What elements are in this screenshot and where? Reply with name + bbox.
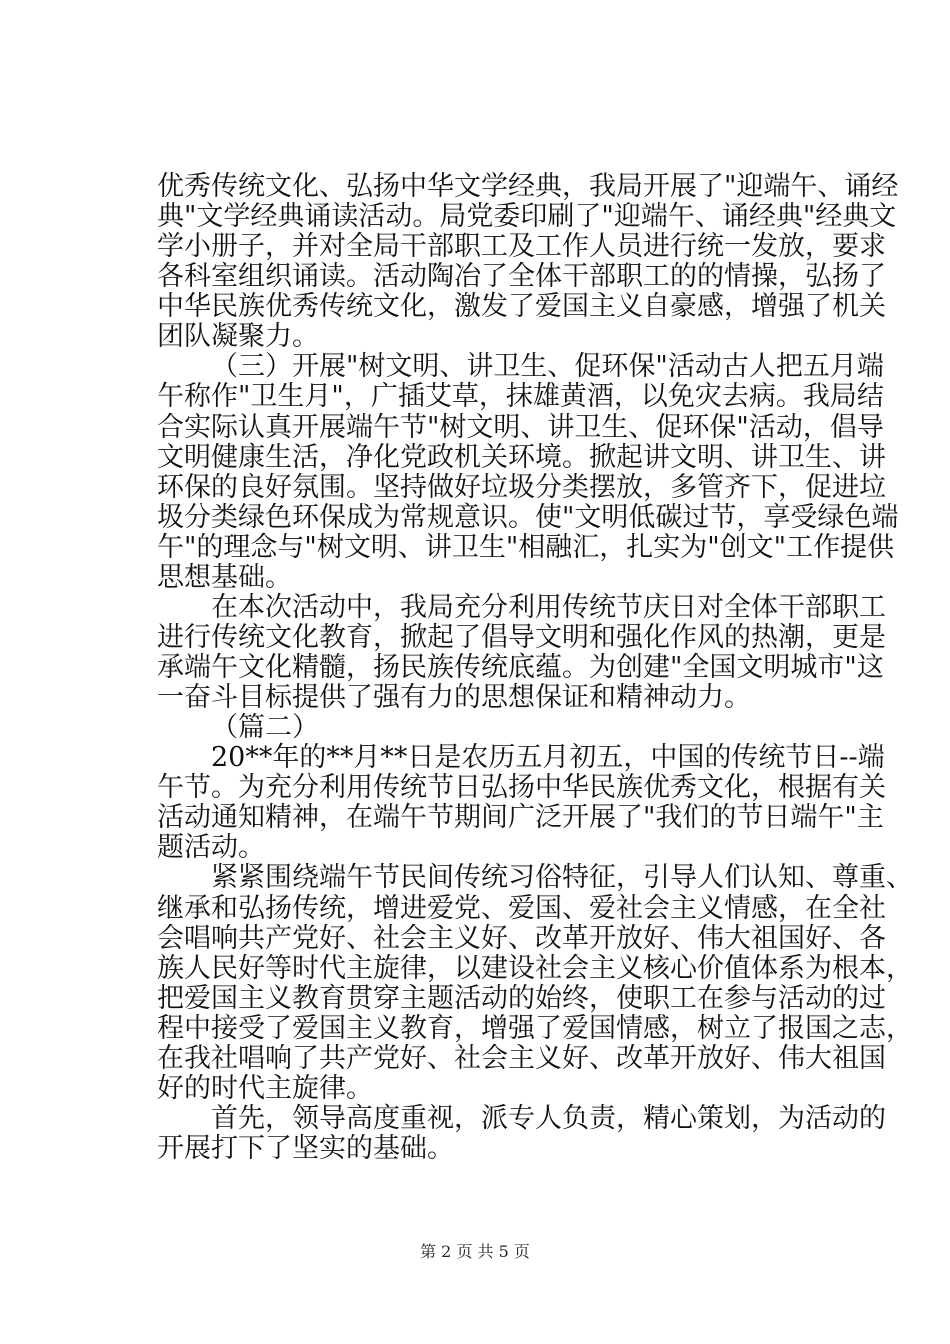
text-line: 午"的理念与"树文明、讲卫生"相融汇，扎实为"创文"工作提供 <box>157 532 895 563</box>
text-line: 族人民好等时代主旋律，以建设社会主义核心价值体系为根本， <box>157 953 913 984</box>
text-line: 环保的良好氛围。坚持做好垃圾分类摆放，多管齐下，促进垃 <box>157 472 886 503</box>
text-line: 典"文学经典诵读活动。局党委印刷了"迎端午、诵经典"经典文 <box>157 201 897 232</box>
text-line: 首先，领导高度重视，派专人负责，精心策划，为活动的 <box>211 1103 886 1134</box>
text-line: 午称作"卫生月"，广插艾草，抹雄黄酒，以免灾去病。我局结 <box>157 381 884 412</box>
text-line: 中华民族优秀传统文化，激发了爱国主义自豪感，增强了机关 <box>157 291 886 322</box>
section-heading: （篇二） <box>211 712 319 743</box>
text-line: 学小册子，并对全局干部职工及工作人员进行统一发放，要求 <box>157 231 886 262</box>
text-line: 在我社唱响了共产党好、社会主义好、改革开放好、伟大祖国 <box>157 1043 886 1074</box>
page-footer: 第 2 页 共 5 页 <box>420 1242 530 1261</box>
text-line: 活动通知精神，在端午节期间广泛开展了"我们的节日端午"主 <box>157 802 884 833</box>
text-line: 优秀传统文化、弘扬中华文学经典，我局开展了"迎端午、诵经 <box>157 171 899 202</box>
text-line: 承端午文化精髓，扬民族传统底蕴。为创建"全国文明城市"这 <box>157 652 884 683</box>
text-line: （三）开展"树文明、讲卫生、促环保"活动古人把五月端 <box>211 351 884 382</box>
text-line: 团队凝聚力。 <box>157 321 319 352</box>
text-line: 午节。为充分利用传统节日弘扬中华民族优秀文化，根据有关 <box>157 772 886 803</box>
text-line: 圾分类绿色环保成为常规意识。使"文明低碳过节，享受绿色端 <box>157 502 899 533</box>
text-line: 文明健康生活，净化党政机关环境。掀起讲文明、讲卫生、讲 <box>157 442 886 473</box>
text-line: 程中接受了爱国主义教育，增强了爱国情感，树立了报国之志， <box>157 1013 913 1044</box>
text-line: 进行传统文化教育，掀起了倡导文明和强化作风的热潮，更是 <box>157 622 886 653</box>
text-line: 各科室组织诵读。活动陶冶了全体干部职工的的情操，弘扬了 <box>157 261 886 292</box>
text-line: 继承和弘扬传统，增进爱党、爱国、爱社会主义情感，在全社 <box>157 893 886 924</box>
text-line: 好的时代主旋律。 <box>157 1073 373 1104</box>
text-line: 开展打下了坚实的基础。 <box>157 1133 454 1164</box>
text-line: 把爱国主义教育贯穿主题活动的始终，使职工在参与活动的过 <box>157 983 886 1014</box>
text-line: 紧紧围绕端午节民间传统习俗特征，引导人们认知、尊重、 <box>211 862 913 893</box>
text-line: 合实际认真开展端午节"树文明、讲卫生、促环保"活动，倡导 <box>157 412 884 443</box>
text-line: 在本次活动中，我局充分利用传统节庆日对全体干部职工 <box>211 592 886 623</box>
text-line: 一奋斗目标提供了强有力的思想保证和精神动力。 <box>157 682 751 713</box>
text-line: 20**年的**月**日是农历五月初五，中国的传统节日--端 <box>211 742 885 773</box>
text-line: 题活动。 <box>157 832 265 863</box>
text-line: 思想基础。 <box>157 562 292 593</box>
text-line: 会唱响共产党好、社会主义好、改革开放好、伟大祖国好、各 <box>157 923 886 954</box>
